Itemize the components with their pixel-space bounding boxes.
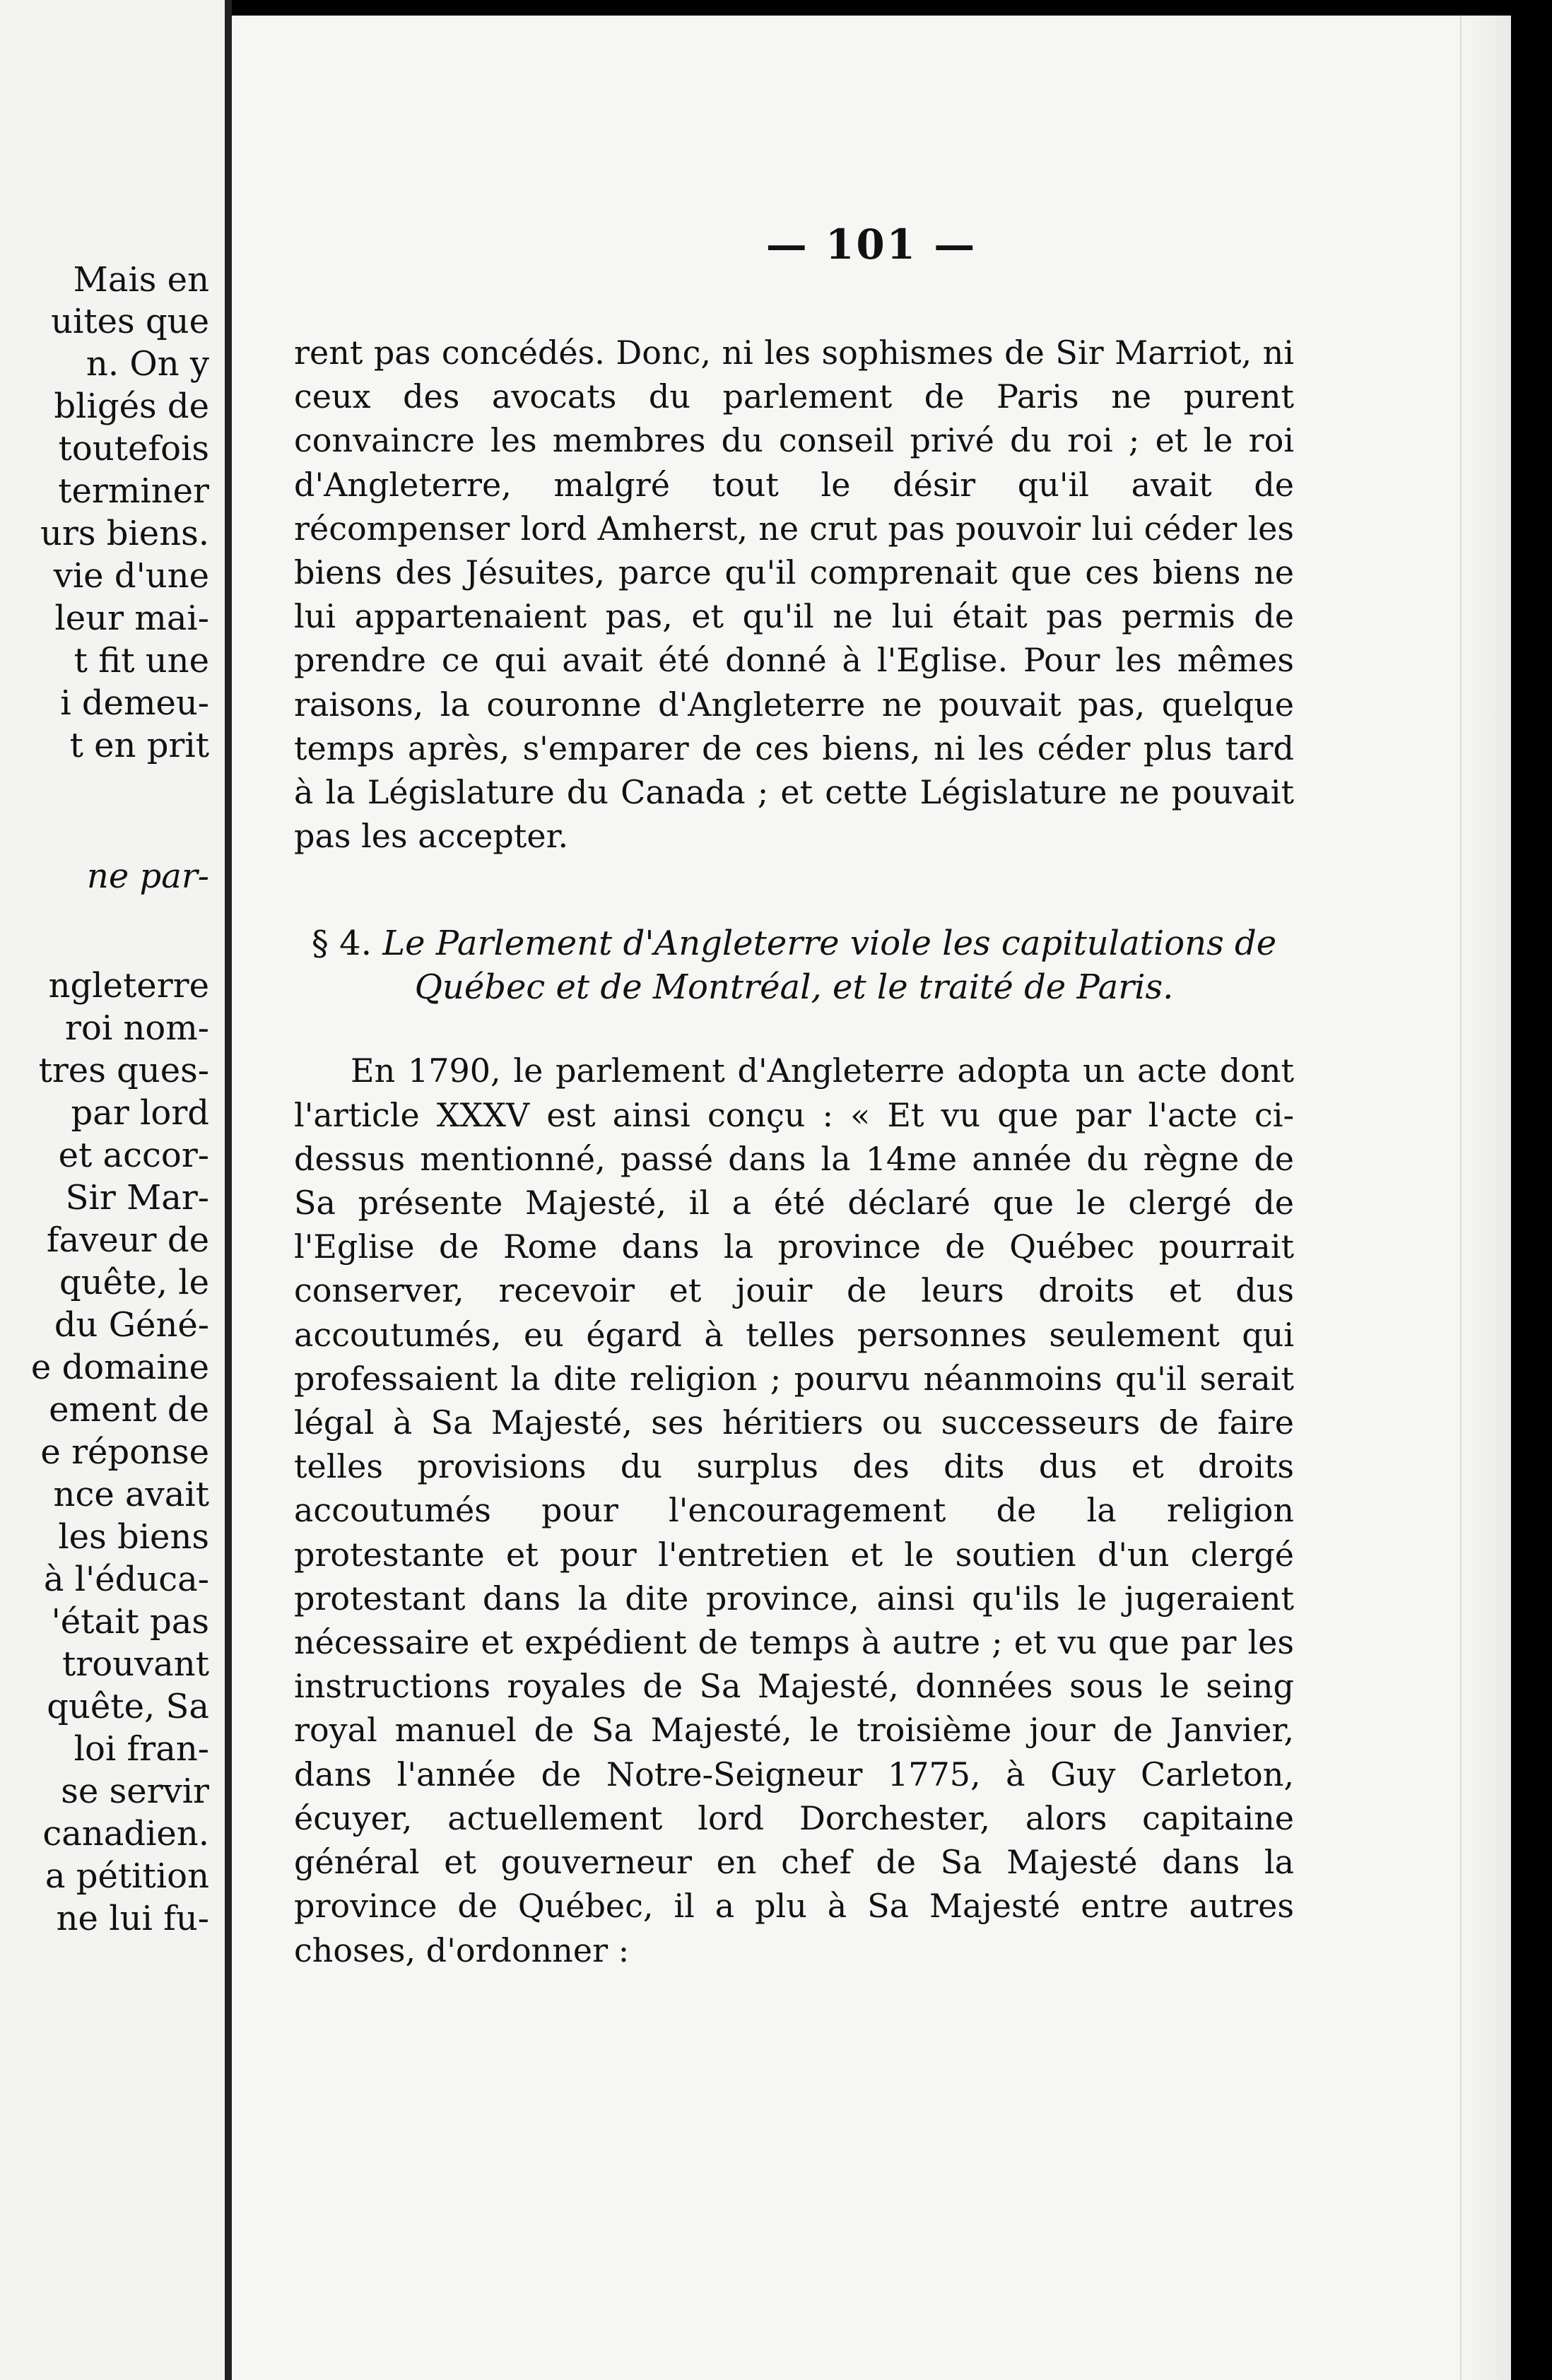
left-page-line: canadien. [42, 1814, 209, 1854]
left-page-line: i demeu- [60, 683, 209, 723]
book-page [232, 16, 1511, 2380]
left-page-line: ement de [49, 1390, 209, 1430]
left-page-line: uites que [51, 302, 209, 341]
left-page-line: roi nom- [65, 1008, 209, 1048]
left-page-line: faveur de [46, 1220, 209, 1260]
left-page-line: a pétition [45, 1856, 209, 1896]
left-page-line: trouvant [62, 1644, 209, 1684]
left-page-line: t fit une [74, 641, 209, 681]
left-page-line: e domaine [30, 1348, 209, 1387]
left-page-line: Sir Mar- [65, 1178, 209, 1218]
left-page-line: loi fran- [74, 1729, 209, 1769]
left-page-line: à l'éduca- [43, 1560, 209, 1599]
page-body [294, 331, 1294, 1972]
paragraph-continuation: rent pas concédés. Donc, ni les sophismes de Sir Marriot, ni ceux des avocats du parlement de Paris ne purent convaincre les membres du conseil privé du roi ; et le roi d'Angleterre, malgré tout le désir qu'il avait de récompenser lord Amherst, ne crut pas pouvoir lui céder les biens des Jésuites, parce qu'il comprenait que ces biens ne lui appartenaient pas, et qu'il ne lui était pas permis de prendre ce qui avait été donné à l'Eglise. Pour les mêmes raisons, la couronne d'Angleterre ne pouvait pas, quelque temps après, s'emparer de ces biens, ni les céder plus tard à la Législature du Canada ; et cette Législature ne pouvait pas les accepter. [294, 334, 1294, 856]
left-page-line: se servir [61, 1772, 209, 1811]
section-number: § 4. [311, 924, 372, 964]
previous-page-fragment [0, 0, 225, 2380]
left-page-line: les biens [58, 1517, 209, 1557]
left-page-line: par lord [71, 1093, 209, 1133]
book-gutter [225, 0, 232, 2380]
left-page-line: vie d'une [53, 556, 209, 596]
left-page-line: toutefois [58, 429, 209, 469]
left-page-line: tres ques- [38, 1051, 209, 1090]
page-number: — 101 — [765, 220, 977, 269]
left-page-line: n. On y [86, 344, 209, 384]
section-heading [294, 921, 1294, 1009]
paragraph-act-1790: En 1790, le parlement d'Angleterre adopta un acte dont l'article XXXV est ainsi conçu : « Et vu que par l'acte ci-dessus mentionné, passé dans la 14me année du règne de Sa présente Majesté, il a été déclaré que le clergé de l'Eglise de Rome dans la province de Québec pourrait conserver, recevoir et jouir de leurs droits et dus accoutumés, eu égard à telles personnes seulement qui professaient la dite religion ; pourvu néanmoins qu'il serait légal à Sa Majesté, ses héritiers ou successeurs de faire telles provisions du surplus des dits dus et droits accoutumés pour l'encouragement de la religion protestante et pour l'entretien et le soutien d'un clergé protestant dans la dite province, ainsi qu'ils le jugeraient nécessaire et expédient de temps à autre ; et vu que par les instructions royales de Sa Majesté, données sous le seing royal manuel de Sa Majesté, le troisième jour de Janvier, dans l'année de Notre-Seigneur 1775, à Guy Carleton, écuyer, actuellement lord Dorchester, alors capitaine général et gouverneur en chef de Sa Majesté dans la province de Québec, il a plu à Sa Majesté entre autres choses, d'ordonner : [294, 1051, 1294, 1969]
left-page-line: ngleterre [48, 966, 209, 1006]
left-page-line: ne par- [86, 856, 209, 896]
left-page-line: t en prit [69, 726, 209, 765]
page-edge [1460, 16, 1511, 2380]
left-page-line: quête, Sa [47, 1687, 209, 1726]
left-page-line: ne lui fu- [56, 1899, 209, 1938]
left-page-line: Mais en [73, 260, 209, 300]
left-page-line: 'était pas [51, 1602, 209, 1642]
section-title: Le Parlement d'Angleterre viole les capitulations de Québec et de Montréal, et le traité de Paris. [382, 924, 1277, 1008]
left-page-line: e réponse [40, 1432, 209, 1472]
left-page-line: bligés de [54, 387, 209, 426]
left-page-line: terminer [58, 471, 209, 511]
left-page-line: quête, le [59, 1263, 209, 1302]
left-page-line: nce avait [53, 1475, 209, 1514]
left-page-line: du Géné- [54, 1305, 209, 1345]
left-page-line: et accor- [58, 1136, 209, 1175]
left-page-line: leur mai- [54, 599, 209, 638]
left-page-line: urs biens. [40, 514, 209, 553]
